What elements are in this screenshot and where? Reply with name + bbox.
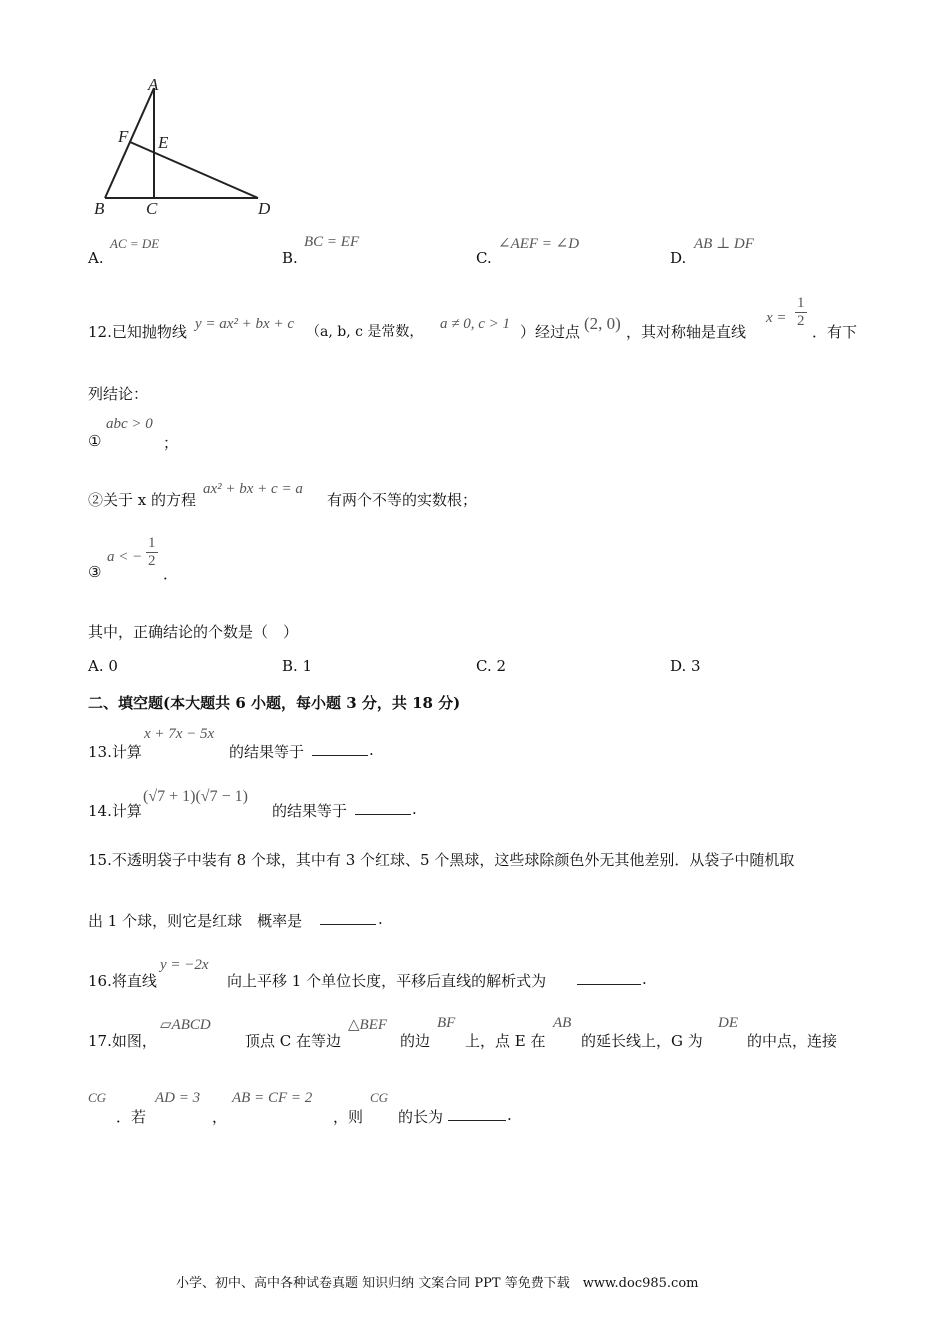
q12-axis-num: 1 xyxy=(797,295,805,311)
q17-expr-ad: AD = 3 xyxy=(155,1090,201,1106)
q17-answer-blank xyxy=(448,1106,506,1121)
q16-prefix: 16.将直线 xyxy=(88,972,157,990)
q12-tail: ．有下 xyxy=(812,323,858,341)
q12-c3-num: 1 xyxy=(148,535,156,551)
q13-end: . xyxy=(369,741,374,759)
q12-paren-text: （a, b, c 是常数， xyxy=(306,324,424,340)
q15-line1: 15.不透明袋子中装有 8 个球，其中有 3 个红球、5 个黑球，这些球除颜色外无其他差别．从袋子中随机取 xyxy=(88,851,795,869)
segment-fd xyxy=(130,142,258,198)
q12-after-cond: ）经过点 xyxy=(520,323,581,341)
q12-prefix: 12.已知抛物线 xyxy=(88,323,187,341)
q17-text-1: 顶点 C 在等边 xyxy=(245,1032,342,1050)
section-title: 二、填空题(本大题共 6 小题，每小题 3 分，共 18 分) xyxy=(88,694,461,712)
q17-text-9: 的长为 xyxy=(398,1108,444,1126)
q17-expr-ab-cf: AB = CF = 2 xyxy=(232,1090,313,1106)
q12-c2-text: ②关于 x 的方程 xyxy=(88,491,196,509)
q17-text-6: ．若 xyxy=(116,1108,147,1126)
q17-text-2: 的边 xyxy=(400,1032,431,1050)
q14-expr: (√7 + 1)(√7 − 1) xyxy=(143,788,248,805)
label-a: A xyxy=(148,75,159,94)
q12-line2: 列结论： xyxy=(88,385,149,403)
q13-prefix: 13.计算 xyxy=(88,743,142,761)
q17-expr-de: DE xyxy=(718,1015,738,1031)
q14-suffix: 的结果等于 xyxy=(272,802,348,820)
q15-end: . xyxy=(378,910,383,928)
q11-option-a-letter: A. xyxy=(88,249,104,267)
q11-option-d-expr: AB ⊥ DF xyxy=(694,236,754,252)
q12-c3-end: ． xyxy=(163,565,179,583)
q11-option-a xyxy=(88,236,268,266)
q14-end: . xyxy=(412,800,417,818)
q14-prefix: 14.计算 xyxy=(88,802,142,820)
q12-c3-den: 2 xyxy=(148,553,156,569)
label-d: D xyxy=(258,199,271,218)
q11-option-c xyxy=(476,236,656,266)
q12-option-a: A. 0 xyxy=(88,657,118,675)
q16-answer-blank xyxy=(577,970,641,985)
q12-expr-parabola: y = ax² + bx + c xyxy=(195,316,294,332)
q13-answer-blank xyxy=(312,741,368,756)
q12-c2-expr: ax² + bx + c = a xyxy=(203,481,303,497)
q13-expr: x + 7x − 5x xyxy=(144,726,215,742)
q11-option-d xyxy=(670,236,850,266)
q12-axis-den: 2 xyxy=(797,313,805,329)
q17-text-5: 的中点，连接 xyxy=(747,1032,838,1050)
q14-answer-blank xyxy=(355,800,411,815)
q17-text-4: 的延长线上，G 为 xyxy=(581,1032,703,1050)
q11-option-b xyxy=(282,236,462,266)
q12-c3-fraction xyxy=(146,535,158,570)
q12-option-c: C. 2 xyxy=(476,657,507,675)
q17-text-3: 上，点 E 在 xyxy=(465,1032,546,1050)
q12-option-d: D. 3 xyxy=(670,657,701,675)
label-b: B xyxy=(94,199,105,218)
q17-expr-cg-2: CG xyxy=(370,1090,389,1105)
q17-expr-bf: BF xyxy=(437,1015,456,1031)
q13-suffix: 的结果等于 xyxy=(229,743,305,761)
q12-c1-end: ； xyxy=(163,434,179,452)
q17-end: . xyxy=(507,1106,512,1124)
q12-c1-mark: ① xyxy=(88,432,102,450)
q12-condition: a ≠ 0, c > 1 xyxy=(440,316,511,332)
q12-c3-lhs: a < − xyxy=(107,549,143,565)
q12-c1-expr: abc > 0 xyxy=(106,416,153,432)
q17-text-7: ， xyxy=(212,1108,228,1126)
q12-c2-end: 有两个不等的实数根； xyxy=(327,491,478,509)
q15-answer-blank xyxy=(320,910,376,925)
q12-axis-text: ，其对称轴是直线 xyxy=(626,323,747,341)
q11-option-c-letter: C. xyxy=(476,249,492,267)
q16-expr: y = −2x xyxy=(160,957,209,973)
q16-end: . xyxy=(642,970,647,988)
q17-prefix: 17.如图， xyxy=(88,1032,157,1050)
label-c: C xyxy=(146,199,158,218)
q12-axis-lhs: x = xyxy=(766,310,787,326)
geometry-figure xyxy=(88,74,288,224)
q17-expr-triangle: △BEF xyxy=(348,1017,388,1033)
label-e: E xyxy=(158,133,169,152)
segment-ab xyxy=(105,88,154,198)
q17-text-8: ，则 xyxy=(333,1108,364,1126)
q11-option-b-expr: BC = EF xyxy=(304,234,360,250)
q12-c3-mark: ③ xyxy=(88,563,102,581)
footer-text: 小学、初中、高中各种试卷真题 知识归纳 文案合同 PPT 等免费下载 www.doc985.com xyxy=(176,1276,699,1291)
q17-expr-cg: CG xyxy=(88,1090,107,1105)
q17-expr-ab: AB xyxy=(553,1015,572,1031)
q17-expr-parallelogram: ▱ABCD xyxy=(160,1017,211,1033)
q12-point: (2, 0) xyxy=(584,314,621,333)
q11-option-a-expr: AC = DE xyxy=(110,236,160,251)
q11-option-d-letter: D. xyxy=(670,249,687,267)
q12-axis-fraction xyxy=(795,295,807,330)
q16-suffix: 向上平移 1 个单位长度，平移后直线的解析式为 xyxy=(227,972,547,990)
label-f: F xyxy=(118,127,129,146)
q11-option-b-letter: B. xyxy=(282,249,298,267)
q15-line2: 出 1 个球，则它是红球 概率是 xyxy=(88,912,303,930)
q12-question: 其中，正确结论的个数是（ ） xyxy=(88,623,299,641)
q12-option-b: B. 1 xyxy=(282,657,313,675)
q11-option-c-expr: ∠AEF = ∠D xyxy=(498,236,580,252)
